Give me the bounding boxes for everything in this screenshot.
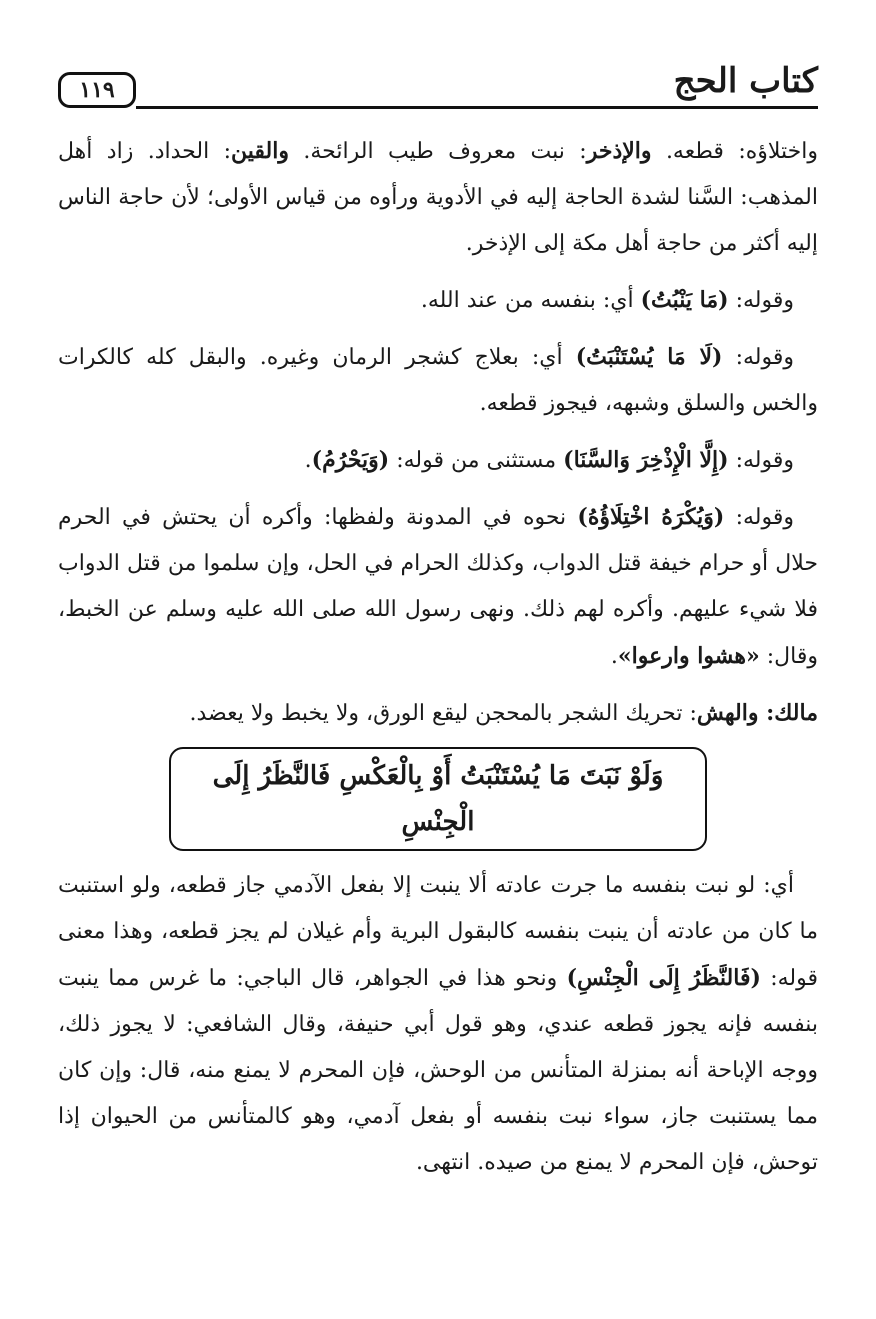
chapter-title: كتاب الحج xyxy=(673,61,818,101)
term-qayn: والقين xyxy=(231,138,289,164)
quoted-phrase: (فَالنَّظَرُ إِلَى الْجِنْسِ) xyxy=(566,965,761,991)
paragraph-text: وقوله: xyxy=(728,288,794,313)
paragraph-la-ma-yustanbat xyxy=(58,334,818,427)
quoted-phrase: (مَا يَنْبُتُ) xyxy=(640,287,729,313)
paragraph-malik xyxy=(58,690,818,737)
page-number: ١١٩ xyxy=(58,72,136,108)
paragraph-text: ونحو هذا في الجواهر، قال الباجي: ما غرس مما ينبت بنفسه فإنه يجوز قطعه عندي، وهو قول أبي حنيفة، وقال الشافعي: لا يجوز ذلك، ووجه الإباحة أنه بمنزلة المتأنس من الوحش، فإن المحرم لا يمنع منه، قال: وإن كان مما يستنبت جاز، سواء نبت بنفسه أو بفعل آدمي، وهو كالمتأنس من الحيوان إذا توحش، فإن المحرم لا يمنع من صيده. انتهى. xyxy=(58,966,818,1175)
quoted-phrase: (إِلَّا الْإِذْخِرَ وَالسَّنَا) xyxy=(563,447,729,473)
quoted-phrase: (وَيُكْرَهُ اخْتِلَاؤُهُ) xyxy=(577,504,725,530)
paragraph-text: وقوله: xyxy=(722,345,794,370)
paragraph-text: مستثنى من قوله: xyxy=(389,448,564,473)
page-body xyxy=(58,128,818,1186)
paragraph-text: أي: لو نبت بنفسه ما جرت عادته ألا ينبت إلا بفعل الآدمي جاز قطعه، ولو استنبت ما كان من عادته أن ينبت بنفسه كالبقول البرية وأم غيلان لم يجز قطعه، وهذا معنى قوله: xyxy=(58,873,818,991)
paragraph-text: . xyxy=(304,448,312,473)
quoted-phrase: (لَا مَا يُسْتَنْبَتُ) xyxy=(575,344,723,370)
term-malik: مالك: والهش xyxy=(696,700,818,726)
paragraph-text: أي: بعلاج كشجر الرمان وغيره. والبقل كله كالكرات والخس والسلق وشبهه، فيجوز قطعه. xyxy=(58,345,818,416)
header-rule xyxy=(136,106,818,109)
term-idhkhir: والإذخر xyxy=(586,138,652,164)
matn-box: وَلَوْ نَبَتَ مَا يُسْتَنْبَتُ أَوْ بِالْعَكْسِ فَالنَّظَرُ إِلَى الْجِنْسِ xyxy=(169,747,707,851)
paragraph-text: وقوله: xyxy=(724,505,794,530)
paragraph-illa-al-idhkhir xyxy=(58,437,818,484)
paragraph-text: أي: بنفسه من عند الله. xyxy=(420,288,641,313)
paragraph-definitions xyxy=(58,128,818,267)
paragraph-text: . xyxy=(610,644,618,669)
paragraph-text: واختلاؤه: قطعه. xyxy=(651,139,818,164)
paragraph-text: وقوله: xyxy=(728,448,794,473)
paragraph-commentary xyxy=(58,863,818,1186)
paragraph-ma-yanbut xyxy=(58,277,818,324)
paragraph-text: : تحريك الشجر بالمحجن ليقع الورق، ولا يخبط ولا يعضد. xyxy=(189,701,697,726)
paragraph-yukrah-ikhtilauh xyxy=(58,494,818,680)
hadith-quote: «هشوا وارعوا» xyxy=(617,643,760,669)
paragraph-text: : الحداد. زاد أهل المذهب: السَّنا لشدة الحاجة إليه في الأدوية ورأوه من قياس الأولى؛ لأن حاجة الناس إليه أكثر من حاجة أهل مكة إلى الإذخر. xyxy=(58,139,818,256)
quoted-phrase: (وَيَحْرُمُ) xyxy=(311,447,390,473)
book-page xyxy=(58,58,818,1278)
paragraph-text: نحوه في المدونة ولفظها: وأكره أن يحتش في الحرم حلال أو حرام خيفة قتل الدواب، وكذلك الحرام في الحل، وإن سلموا من قتل الدواب فلا شيء عليهم. وأكره لهم ذلك. ونهى رسول الله صلى الله عليه وسلم عن الخبط، وقال: xyxy=(58,505,818,669)
page-header xyxy=(58,58,818,118)
paragraph-text: : نبت معروف طيب الرائحة. xyxy=(288,139,587,164)
